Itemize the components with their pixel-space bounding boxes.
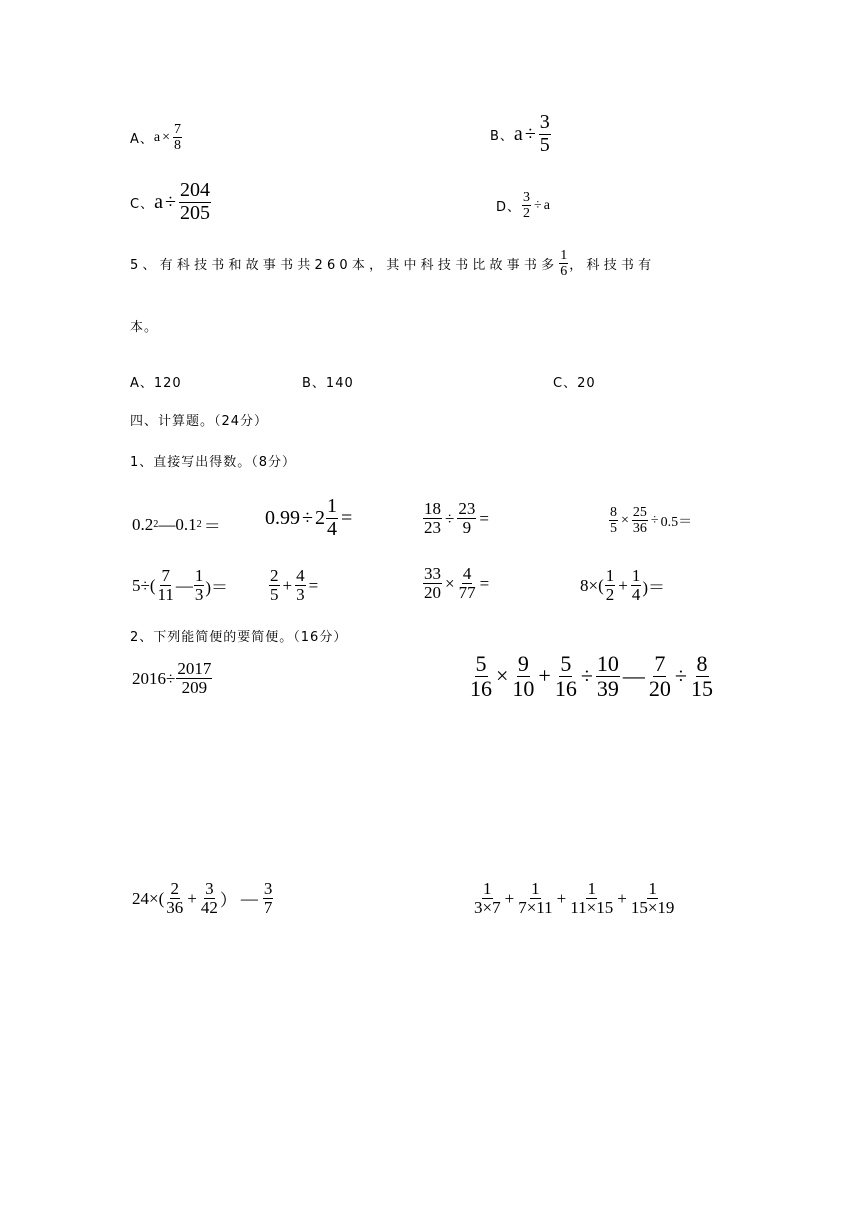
fraction: $\frac{9}{10}$ — [512, 651, 535, 701]
q5-option-c[interactable]: C、20 — [553, 376, 596, 391]
simplify-p2: $\frac{5}{16}$ × $\frac{9}{10}$ + $\frac{5}{16}$ ÷ $\frac{10}{39}$ — $\frac{7}{20}$ ÷ $\frac{8}{15}$ — [470, 651, 713, 701]
question-5: 5、有科技书和故事书共260本，其中科技书比故事书多 1 6 ，科技书有 — [130, 248, 656, 280]
calc-e3: $\frac{18}{23}$ ÷ $\frac{23}{9}$ = — [424, 499, 489, 538]
fraction: $\frac{10}{39}$ — [596, 651, 619, 701]
fraction: $\frac{1}{11\times 15}$ — [570, 879, 614, 918]
option-a[interactable]: A、 a × $\frac{7}{8}$ — [130, 122, 182, 154]
fraction: $\frac{23}{9}$ — [458, 499, 476, 538]
simplify-p3: 24×( 2 36 + $\frac{3}{42}$ ） — 3 7 — [132, 879, 273, 918]
fraction: 1 3 — [194, 566, 204, 605]
fraction: 7 11 — [157, 566, 174, 605]
fraction: $\frac{33}{20}$ — [424, 564, 441, 603]
fraction: $\frac{1}{4}$ — [631, 566, 641, 605]
calc-e8: 8×( 1 2 + $\frac{1}{4}$ )＝ — [580, 566, 666, 605]
calc-e5: 5÷( 7 11 — 1 3 )＝ — [132, 566, 229, 605]
simplify-p1: 2016÷ $\frac{2017}{209}$ — [132, 659, 212, 698]
fraction: 2 5 — [270, 566, 279, 605]
fraction: 1 2 — [605, 566, 615, 605]
fraction: 3 7 — [263, 879, 273, 918]
fraction: $\frac{1}{4}$ — [326, 495, 337, 540]
simplify-p4: 1 3×7 + $\frac{1}{7\times 11}$ + $\frac{1}{11\times 15}$ + $\frac{1}{15\times 19}$ — [474, 879, 675, 918]
fraction: 2 36 — [166, 879, 184, 918]
option-b[interactable]: B、 a ÷ $\frac{3}{5}$ — [490, 111, 550, 156]
option-d[interactable]: D、 $\frac{3}{2}$ ÷ a — [496, 190, 550, 222]
option-c[interactable]: C、 a ÷ $\frac{204}{205}$ — [130, 179, 210, 224]
calc-e7: $\frac{33}{20}$ × $\frac{4}{77}$ = — [424, 564, 490, 603]
fraction: $\frac{204}{205}$ — [179, 179, 210, 224]
question-5-line2: 本。 — [130, 320, 159, 335]
fraction: $\frac{8}{15}$ — [691, 651, 713, 701]
fraction: $\frac{25}{36}$ — [632, 505, 647, 537]
fraction: $\frac{18}{23}$ — [424, 499, 441, 538]
fraction: $\frac{3}{5}$ — [539, 111, 550, 156]
fraction: $\frac{2017}{209}$ — [177, 659, 212, 698]
section-title: 四、计算题。（24分） — [130, 414, 269, 429]
part2-title: 2、下列能简便的要简便。（16分） — [130, 630, 348, 645]
fraction: $\frac{5}{16}$ — [554, 651, 577, 701]
fraction: 1 6 — [560, 248, 568, 280]
fraction: $\frac{7}{20}$ — [648, 651, 671, 701]
fraction: 1 3×7 — [474, 879, 501, 918]
fraction: $\frac{3}{42}$ — [200, 879, 218, 918]
calc-e1: 0.2 2 — 0.1 2 ＝ — [132, 514, 221, 536]
fraction: $\frac{4}{3}$ — [296, 566, 305, 605]
fraction: $\frac{1}{15\times 19}$ — [630, 879, 675, 918]
fraction: $\frac{5}{16}$ — [470, 651, 492, 701]
calc-e2: 0.99 ÷ 2 $\frac{1}{4}$ = — [265, 495, 353, 540]
fraction: $\frac{7}{8}$ — [174, 122, 182, 154]
fraction: $\frac{1}{7\times 11}$ — [518, 879, 553, 918]
fraction: $\frac{8}{5}$ — [610, 505, 617, 537]
part1-title: 1、直接写出得数。（8分） — [130, 455, 297, 470]
fraction: $\frac{3}{2}$ — [523, 190, 531, 222]
q5-option-a[interactable]: A、120 — [130, 376, 182, 391]
q5-option-b[interactable]: B、140 — [302, 376, 354, 391]
calc-e4: $\frac{8}{5}$ × $\frac{25}{36}$ ÷ 0.5＝ — [610, 505, 693, 537]
fraction: $\frac{4}{77}$ — [458, 564, 476, 603]
calc-e6: 2 5 + $\frac{4}{3}$ = — [270, 566, 319, 605]
